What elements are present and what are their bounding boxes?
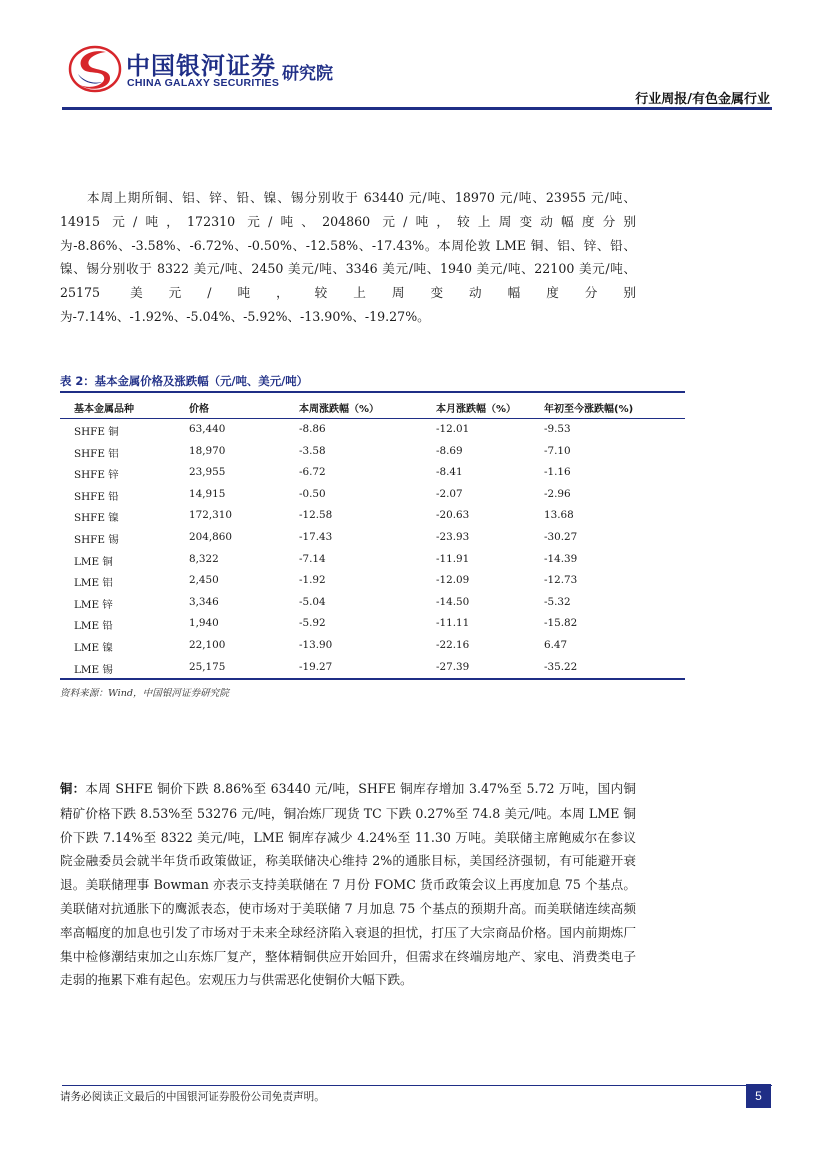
- cell-weekly-change: -5.04: [299, 595, 326, 608]
- cell-price: 8,322: [189, 552, 219, 565]
- footer-divider: [62, 1085, 772, 1086]
- cell-monthly-change: -27.39: [436, 660, 470, 673]
- table-row: [60, 506, 685, 528]
- table-row: [60, 463, 685, 485]
- cell-weekly-change: -8.86: [299, 423, 326, 435]
- cell-monthly-change: -12.09: [436, 574, 470, 587]
- cell-ytd-change: -14.39: [544, 552, 578, 565]
- header-weekly-change: 本周涨跌幅（%）: [299, 404, 380, 415]
- cell-monthly-change: -23.93: [436, 530, 470, 543]
- cell-weekly-change: -13.90: [299, 638, 333, 651]
- cell-metal: SHFE 铅: [74, 490, 119, 503]
- table-row: [60, 442, 685, 464]
- cell-ytd-change: -35.22: [544, 660, 578, 673]
- header-monthly-change: 本月涨跌幅（%）: [436, 404, 517, 415]
- cell-metal: LME 铝: [74, 577, 113, 590]
- cell-weekly-change: -7.14: [299, 552, 326, 565]
- copper-lead: 铜：: [60, 782, 86, 796]
- header-ytd-change: 年初至今涨跌幅(%): [544, 404, 634, 415]
- cell-ytd-change: -2.96: [544, 487, 571, 500]
- cell-monthly-change: -2.07: [436, 487, 463, 500]
- cell-ytd-change: -30.27: [544, 530, 578, 543]
- table-row: [60, 420, 685, 442]
- table-caption: 表 2：基本金属价格及涨跌幅（元/吨、美元/吨）: [60, 374, 309, 388]
- cell-monthly-change: -20.63: [436, 509, 470, 522]
- cell-ytd-change: -1.16: [544, 466, 571, 479]
- cell-weekly-change: -12.58: [299, 509, 333, 522]
- institute-label: 研究院: [282, 64, 333, 84]
- table-top-rule: [60, 391, 685, 393]
- cell-weekly-change: -3.58: [299, 444, 326, 457]
- cell-price: 14,915: [189, 487, 226, 500]
- table-bottom-rule: [60, 678, 685, 680]
- cell-monthly-change: -11.91: [436, 552, 470, 565]
- table-header-rule: [60, 418, 685, 419]
- cell-price: 23,955: [189, 466, 226, 479]
- galaxy-swirl-logo-icon: [68, 44, 122, 94]
- disclaimer-note: 请务必阅读正文最后的中国银河证券股份公司免责声明。: [60, 1091, 325, 1103]
- cell-metal: LME 铜: [74, 555, 113, 568]
- company-name-en: CHINA GALAXY SECURITIES: [127, 77, 280, 89]
- table-body: [60, 420, 685, 679]
- cell-price: 22,100: [189, 638, 226, 651]
- cell-weekly-change: -19.27: [299, 660, 333, 673]
- cell-price: 172,310: [189, 509, 232, 522]
- cell-monthly-change: -8.41: [436, 466, 463, 479]
- table-row: [60, 571, 685, 593]
- cell-ytd-change: 6.47: [544, 638, 568, 651]
- table-source: 资料来源：Wind，中国银河证券研究院: [60, 688, 229, 699]
- cell-ytd-change: -15.82: [544, 617, 578, 630]
- cell-price: 2,450: [189, 574, 219, 587]
- table-row: [60, 593, 685, 615]
- cell-metal: SHFE 铝: [74, 447, 119, 460]
- table-row: [60, 636, 685, 658]
- copper-analysis-text: 本周 SHFE 铜价下跌 8.86%至 63440 元/吨，SHFE 铜库存增加 3.47%至 5.72 万吨，国内铜精矿价格下跌 8.53%至 53276 元/吨，铜冶炼厂现货 TC 下跌 0.27%至 74.8 美元/吨。本周 LME 铜价下跌 7.14%至 8322 美元/吨，LME 铜库存减少 4.24%至 11.30 万吨。美联储主席鲍威尔在参议院金融委员会就半年货币政策做证，称美联储决心维持 2%的通胀目标，美国经济强韧，有可能避开衰退。美联储理事 Bowman 亦表示支持美联储在 7 月份 FOMC 货币政策会议上再度加息 75 个基点。美联储对抗通胀下的鹰派表态，使市场对于美联储 7 月加息 75 个基点的预期升高。而美联储连续高频率高幅度的加息也引发了市场对于未来全球经济陷入衰退的担忧，打压了大宗商品价格。国内前期炼厂集中检修潮结束加之山东炼厂复产，整体精铜供应开始回升，但需求在终端房地产、家电、消费类电子走弱的拖累下难有起色。宏观压力与供需恶化使铜价大幅下跌。: [60, 781, 636, 988]
- cell-weekly-change: -0.50: [299, 487, 326, 500]
- cell-weekly-change: -17.43: [299, 530, 333, 543]
- cell-metal: SHFE 锡: [74, 533, 119, 546]
- cell-monthly-change: -12.01: [436, 423, 470, 435]
- table-row: [60, 614, 685, 636]
- report-type: 行业周报/有色金属行业: [635, 92, 770, 107]
- table-row: [60, 485, 685, 507]
- cell-monthly-change: -22.16: [436, 638, 470, 651]
- cell-metal: LME 锌: [74, 598, 113, 611]
- copper-analysis-paragraph: [60, 777, 636, 992]
- cell-ytd-change: 13.68: [544, 509, 574, 522]
- cell-ytd-change: -5.32: [544, 595, 571, 608]
- cell-metal: LME 镍: [74, 641, 113, 654]
- table-row: [60, 550, 685, 572]
- cell-ytd-change: -7.10: [544, 444, 571, 457]
- market-summary-paragraph: [60, 186, 636, 329]
- cell-monthly-change: -11.11: [436, 617, 470, 630]
- cell-metal: LME 铅: [74, 620, 113, 633]
- cell-monthly-change: -8.69: [436, 444, 463, 457]
- page-number: 5: [746, 1084, 771, 1108]
- cell-price: 1,940: [189, 617, 219, 630]
- company-logo: [68, 44, 368, 94]
- cell-price: 18,970: [189, 444, 226, 457]
- cell-monthly-change: -14.50: [436, 595, 470, 608]
- cell-price: 25,175: [189, 660, 226, 673]
- company-name-cn: 中国银河证券: [126, 52, 276, 80]
- table-row: [60, 658, 685, 680]
- market-summary-text: 本周上期所铜、铝、锌、铅、镍、锡分别收于 63440 元/吨、18970 元/吨、23955 元/吨、14915 元/吨，172310 元/吨、204860 元/吨，较上周变动幅度分别为-8.86%、-3.58%、-6.72%、-0.50%、-12.58%、-17.43%。本周伦敦 LME 铜、铝、锌、铅、镍、锡分别收于 8322 美元/吨、2450 美元/吨、3346 美元/吨、1940 美元/吨、22100 美元/吨、25175 美元/吨，较上周变动幅度分别为-7.14%、-1.92%、-5.04%、-5.92%、-13.90%、-19.27%。: [60, 190, 636, 324]
- header-divider: [62, 107, 772, 110]
- cell-weekly-change: -6.72: [299, 466, 326, 479]
- cell-price: 63,440: [189, 423, 226, 435]
- header-price: 价格: [189, 404, 209, 415]
- cell-ytd-change: -12.73: [544, 574, 578, 587]
- header-metal: 基本金属品种: [74, 404, 134, 415]
- cell-metal: SHFE 锌: [74, 469, 119, 482]
- cell-metal: SHFE 镍: [74, 512, 119, 525]
- cell-price: 204,860: [189, 530, 232, 543]
- table-row: [60, 528, 685, 550]
- cell-weekly-change: -5.92: [299, 617, 326, 630]
- cell-weekly-change: -1.92: [299, 574, 326, 587]
- cell-price: 3,346: [189, 595, 219, 608]
- cell-metal: SHFE 铜: [74, 426, 119, 438]
- table-header: [60, 396, 685, 416]
- cell-metal: LME 锡: [74, 663, 113, 676]
- cell-ytd-change: -9.53: [544, 423, 571, 435]
